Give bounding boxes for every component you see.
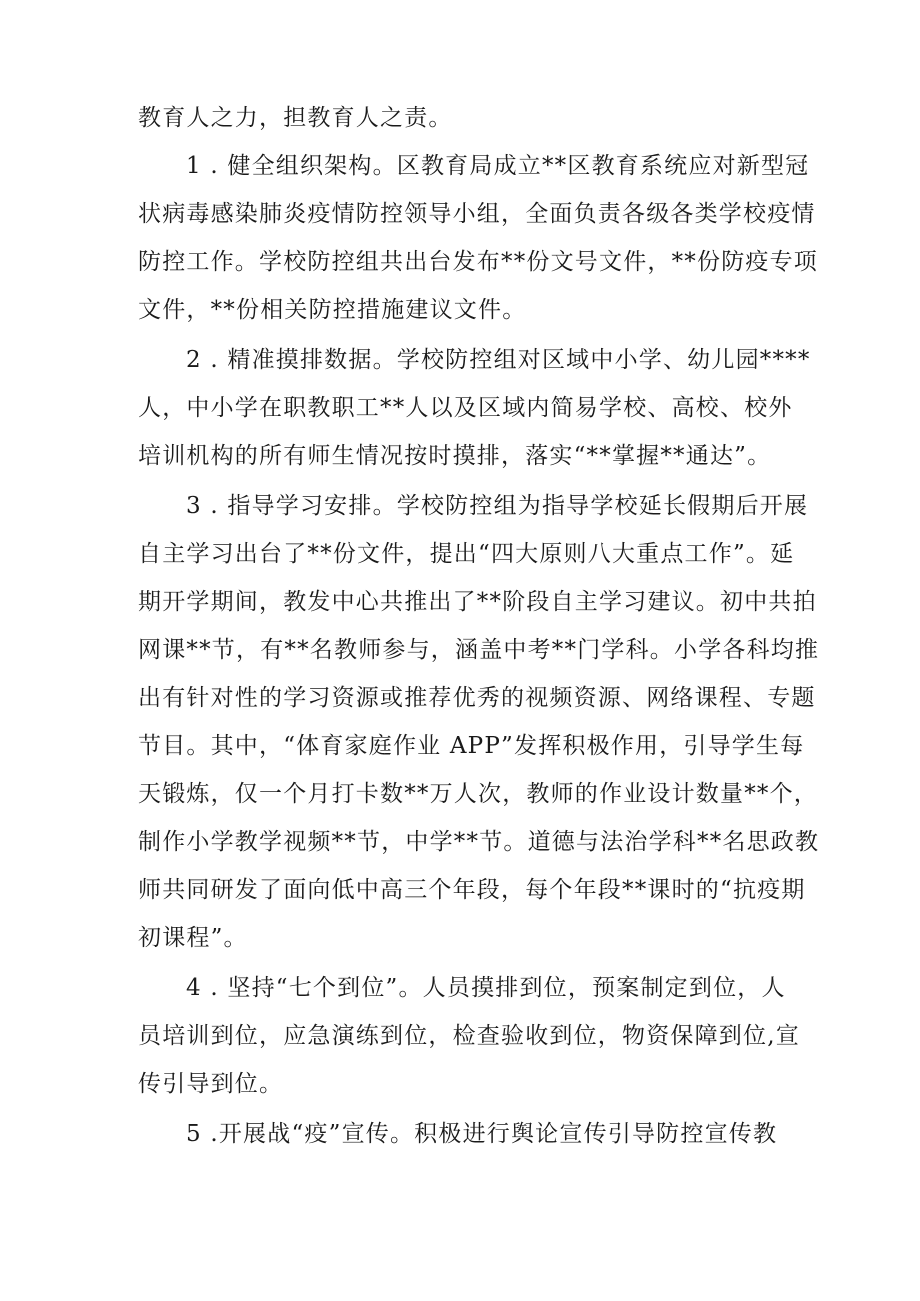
text-line: 4 . 坚持“七个到位”。人员摸排到位，预案制定到位，人	[186, 975, 786, 1001]
text-line: 传引导到位。	[138, 1071, 284, 1097]
text-line: 网课**节，有**名教师参与，涵盖中考**门学科。小学各科均推	[138, 637, 820, 663]
text-line: 员培训到位，应急演练到位，检查验收到位，物资保障到位,宣	[138, 1023, 800, 1049]
text-line: 初课程”。	[138, 925, 248, 951]
text-line: 培训机构的所有师生情况按时摸排，落实“**掌握**通达”。	[138, 443, 772, 469]
text-line: 节目。其中，“体育家庭作业 APP”发挥积极作用，引导学生每	[138, 733, 805, 759]
text-line: 文件，**份相关防控措施建议文件。	[138, 297, 527, 323]
text-line: 制作小学教学视频**节，中学**节。道德与法治学科**名思政教	[138, 829, 820, 855]
text-line: 人，中小学在职教职工**人以及区域内简易学校、高校、校外	[138, 395, 793, 421]
text-line: 3 . 指导学习安排。学校防控组为指导学校延长假期后开展	[186, 493, 809, 519]
text-line: 天锻炼，仅一个月打卡数**万人次，教师的作业设计数量**个，	[138, 781, 818, 807]
text-line: 防控工作。学校防控组共出台发布**份文号文件，**份防疫专项	[138, 249, 818, 275]
text-line: 教育人之力，担教育人之责。	[138, 105, 453, 131]
text-line: 师共同研发了面向低中高三个年段，每个年段**课时的“抗疫期	[138, 877, 806, 903]
text-line: 状病毒感染肺炎疫情防控领导小组，全面负责各级各类学校疫情	[138, 201, 816, 227]
text-line: 出有针对性的学习资源或推荐优秀的视频资源、网络课程、专题	[138, 685, 816, 711]
text-line: 5 .开展战“疫”宣传。积极进行舆论宣传引导防控宣传教	[186, 1121, 778, 1147]
text-line: 自主学习出台了**份文件，提出“四大原则八大重点工作”。延	[138, 541, 795, 567]
text-line: 1 . 健全组织架构。区教育局成立**区教育系统应对新型冠	[186, 153, 810, 179]
text-line: 2 . 精准摸排数据。学校防控组对区域中小学、幼儿园****	[186, 347, 811, 373]
text-line: 期开学期间，教发中心共推出了**阶段自主学习建议。初中共拍	[138, 589, 817, 615]
